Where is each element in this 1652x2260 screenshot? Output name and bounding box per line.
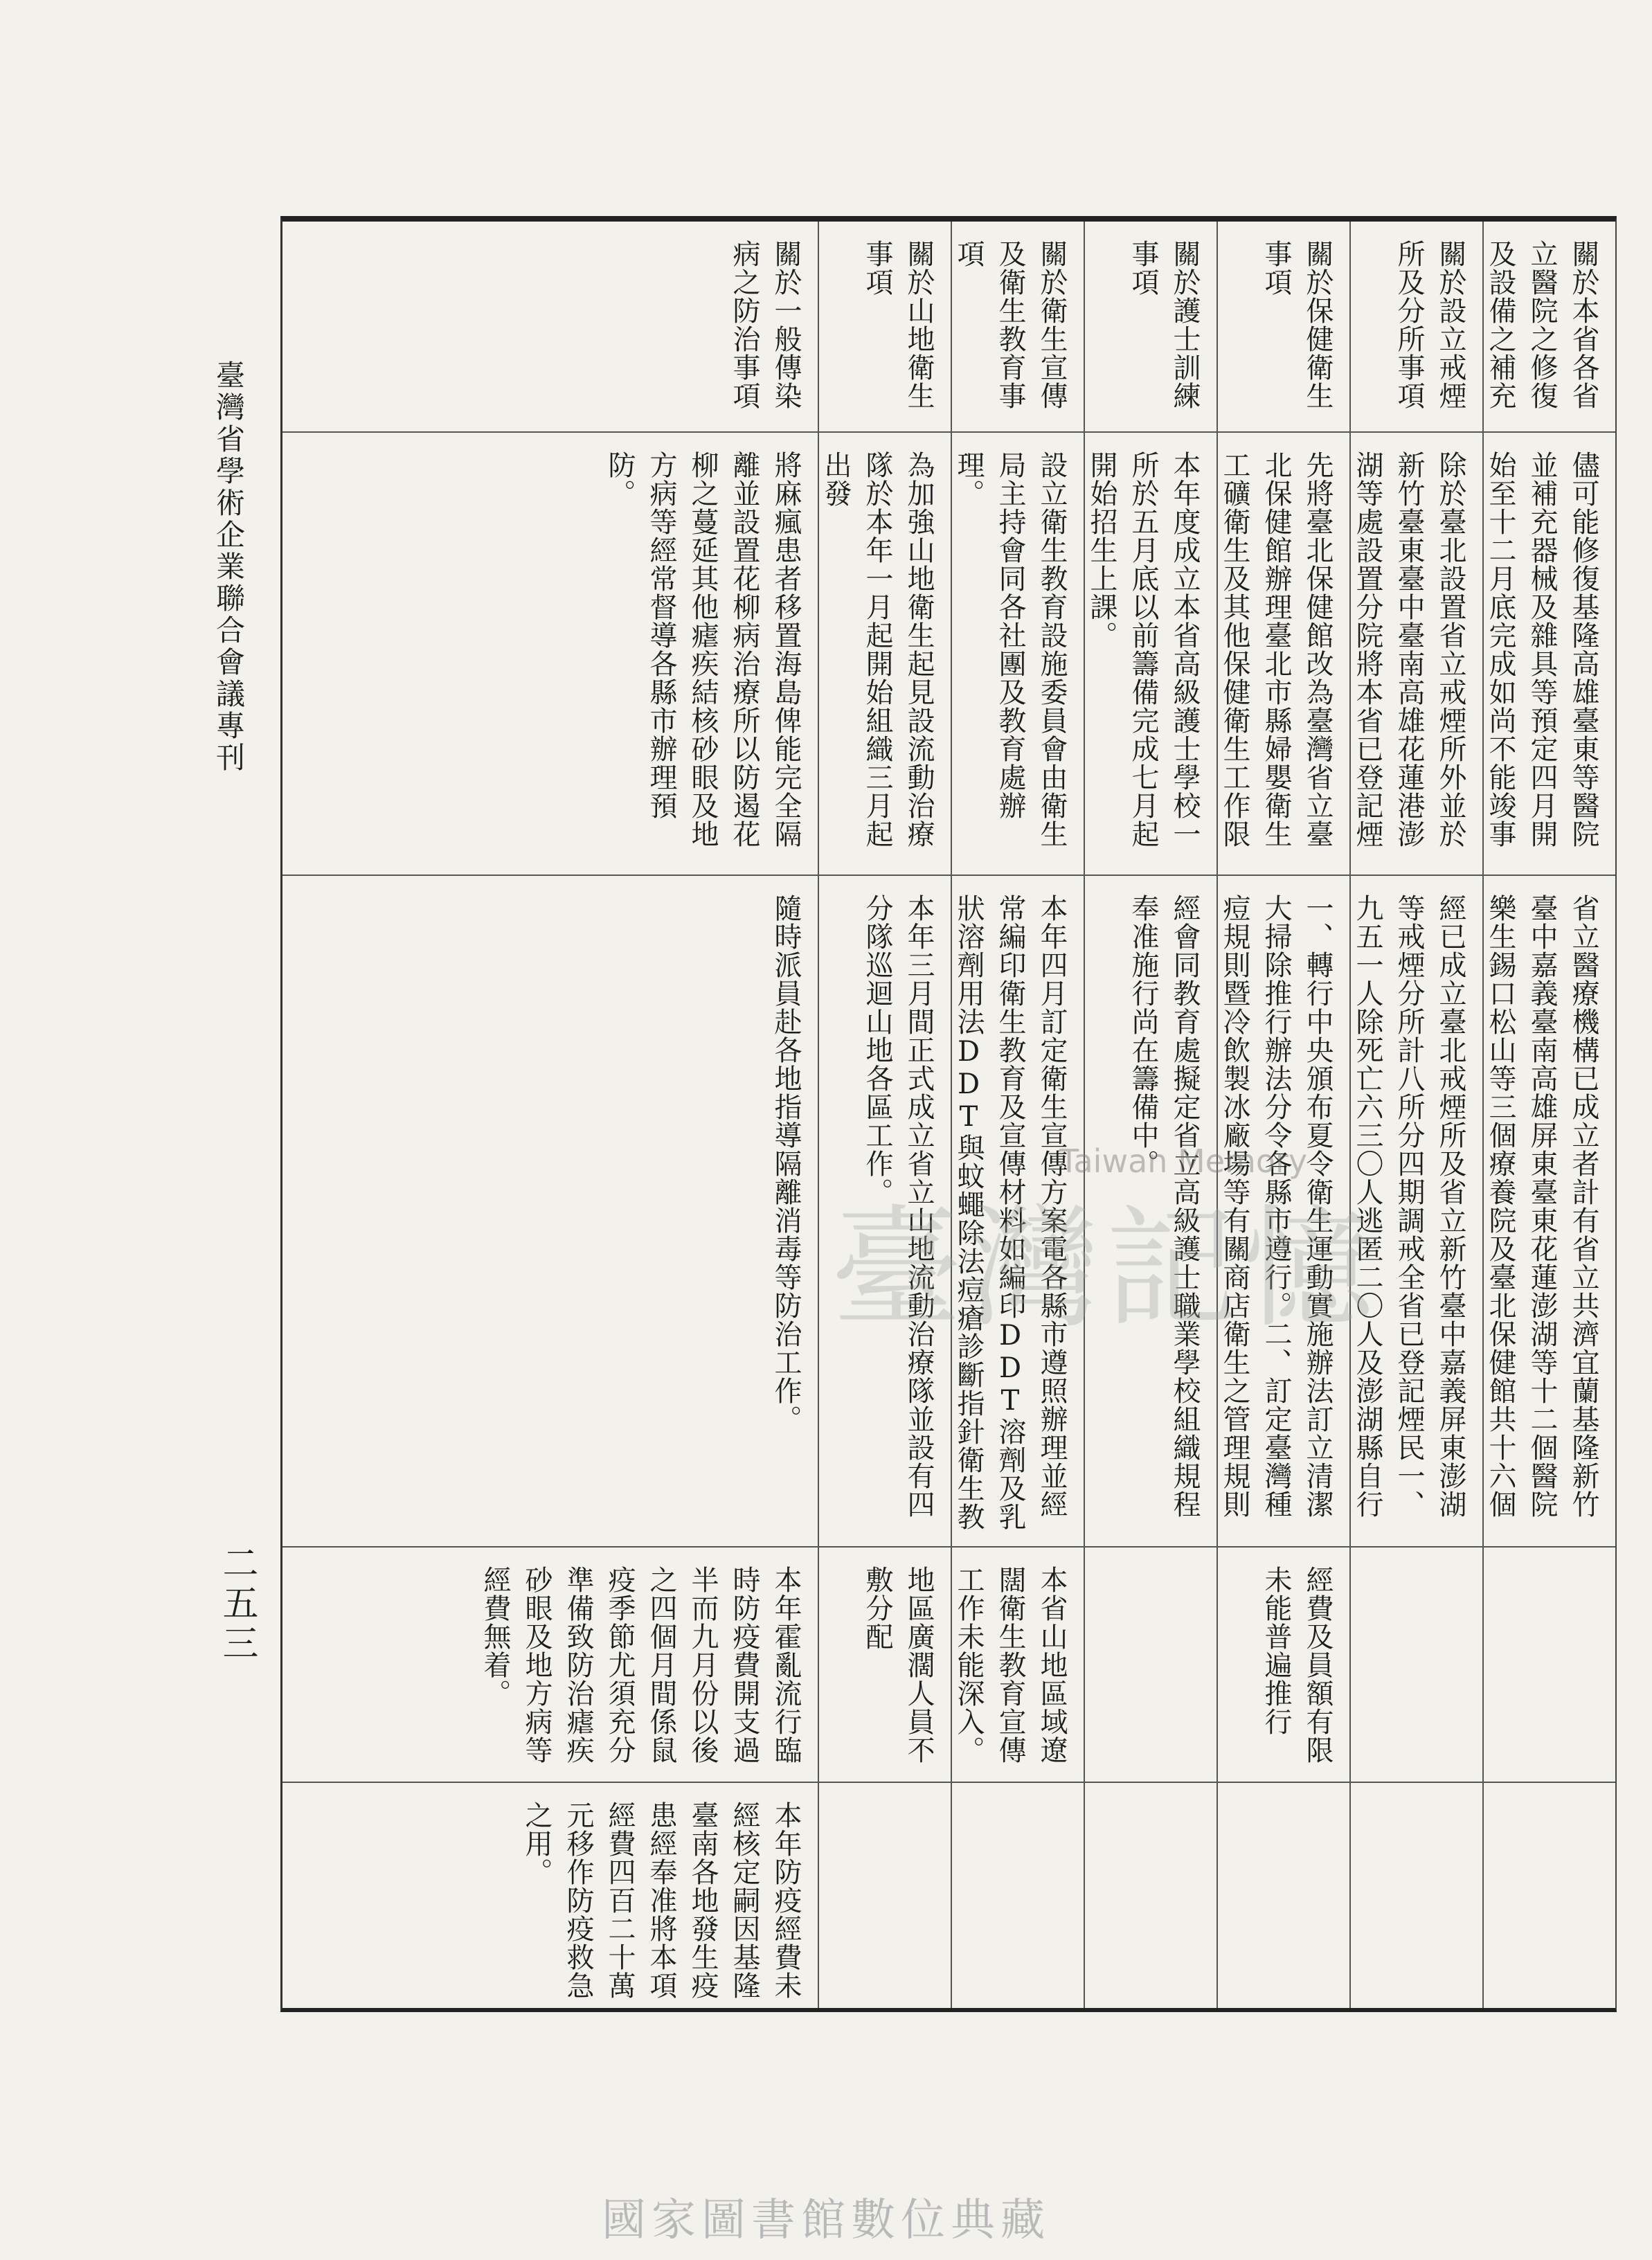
- subject-cell: 關於保健衛生事項: [1218, 222, 1349, 433]
- difficulty-cell: 經費及員額有限未能普遍推行: [1218, 1548, 1349, 1783]
- remedy-cell: 本年防疫經費未經核定嗣因基隆臺南各地發生疫患經奉准將本項經費四百二十萬元移作防疫救急之用。: [521, 1801, 802, 2000]
- progress-cell: 省立醫療機構已成立者計有省立共濟宜蘭基隆新竹臺中嘉義臺南高雄屏東臺東花蓮澎湖等十二個醫院樂生錫口松山等三個療養院及臺北保健館共十六個: [1484, 876, 1615, 1548]
- subject-cell: 關於山地衛生事項: [819, 222, 951, 433]
- progress-cell: 隨時派員赴各地指導隔離消毒等防治工作。: [282, 876, 818, 1548]
- plan-cell: 本年度成立本省高級護士學校一所於五月底以前籌備完成七月起開始招生上課。: [1085, 433, 1216, 876]
- remedy-cell: [1218, 1783, 1349, 2008]
- subject-cell: 關於衛生宣傳及衛生教育事項: [952, 222, 1084, 433]
- watermark-logo-subtitle: Taiwan Memory: [1059, 1142, 1308, 1180]
- subject-cell: 關於本省各省立醫院之修復及設備之補充: [1484, 222, 1615, 433]
- progress-cell: 本年三月間正式成立省立山地流動治療隊並設有四分隊巡迴山地各區工作。: [819, 876, 951, 1548]
- table-row: [1482, 222, 1615, 2008]
- page-number: 二五三: [216, 1544, 258, 1665]
- difficulty-cell: 地區廣濶人員不敷分配: [819, 1548, 951, 1783]
- progress-cell: 經已成立臺北戒煙所及省立新竹臺中嘉義屏東澎湖等戒煙分所計八所分四期調戒全省已登記煙民一、九五一人除死亡六三〇人逃匿二〇人及澎湖縣自行: [1351, 876, 1482, 1548]
- subject-cell: 關於設立戒煙所及分所事項: [1351, 222, 1482, 433]
- table-row: [1216, 222, 1349, 2008]
- progress-cell: 本年四月訂定衛生宣傳方案電各縣市遵照辦理並經常編印衛生教育及宣傳材料如編印DDT溶劑及乳狀溶劑用法DDT與蚊蠅除法痘瘡診斷指針衛生教: [952, 876, 1084, 1548]
- table-row: [818, 222, 951, 2008]
- report-table: [280, 216, 1617, 2012]
- table-row: [1084, 222, 1216, 2008]
- remedy-cell: [1484, 1783, 1615, 2008]
- remedy-cell: [819, 1783, 951, 2008]
- table-row: [951, 222, 1084, 2008]
- difficulty-cell: [1484, 1548, 1615, 1783]
- difficulty-cell: 本年霍亂流行臨時防疫費開支過半而九月份以後之四個月間係鼠疫季節尤須充分準備致防治瘧疾砂眼及地方病等經費無着。: [282, 1548, 818, 1783]
- difficulty-cell: [1085, 1548, 1216, 1783]
- remedy-cell: [1351, 1783, 1482, 2008]
- subject-cell: 關於一般傳染病之防治事項: [282, 222, 818, 433]
- plan-cell: 除於臺北設置省立戒煙所外並於新竹臺東臺中臺南高雄花蓮港澎湖等處設置分院將本省已登記煙: [1351, 433, 1482, 876]
- plan-cell: 儘可能修復基隆高雄臺東等醫院並補充器械及雜具等預定四月開始至十二月底完成如尚不能竣事: [1484, 433, 1615, 876]
- remedy-cell: [952, 1783, 1084, 2008]
- footer-text: 國家圖書館數位典藏: [602, 2195, 1050, 2246]
- plan-cell: 將麻瘋患者移置海島俾能完全隔離並設置花柳病治療所以防遏花柳之蔓延其他瘧疾結核砂眼及地方病等經常督導各縣市辦理預防。: [282, 433, 818, 876]
- difficulty-cell: [1351, 1548, 1482, 1783]
- subject-cell: 關於護士訓練事項: [1085, 222, 1216, 433]
- plan-cell: 設立衛生教育設施委員會由衛生局主持會同各社團及教育處辦理。: [952, 433, 1084, 876]
- table-row: [1349, 222, 1482, 2008]
- watermark-logo-text: 臺灣記憶: [831, 1192, 1380, 1345]
- remedy-cell: [1085, 1783, 1216, 2008]
- journal-title: 臺灣省學術企業聯合會議專刊: [212, 360, 246, 774]
- plan-cell: 先將臺北保健館改為臺灣省立臺北保健館辦理臺北市縣婦嬰衛生工礦衛生及其他保健衛生工作限: [1218, 433, 1349, 876]
- progress-cell: 經會同教育處擬定省立高級護士職業學校組織規程奉准施行尚在籌備中。: [1085, 876, 1216, 1548]
- plan-cell: 為加強山地衛生起見設流動治療隊於本年一月起開始組織三月起出發: [819, 433, 951, 876]
- table-row: [282, 222, 818, 2008]
- progress-cell: 一、轉行中央頒布夏令衛生運動實施辦法訂立清潔大掃除推行辦法分令各縣市遵行。二、訂定臺灣種痘規則暨冷飲製冰廠場等有關商店衛生之管理規則: [1218, 876, 1349, 1548]
- difficulty-cell: 本省山地區域遼闊衛生教育宣傳工作未能深入。: [952, 1548, 1084, 1783]
